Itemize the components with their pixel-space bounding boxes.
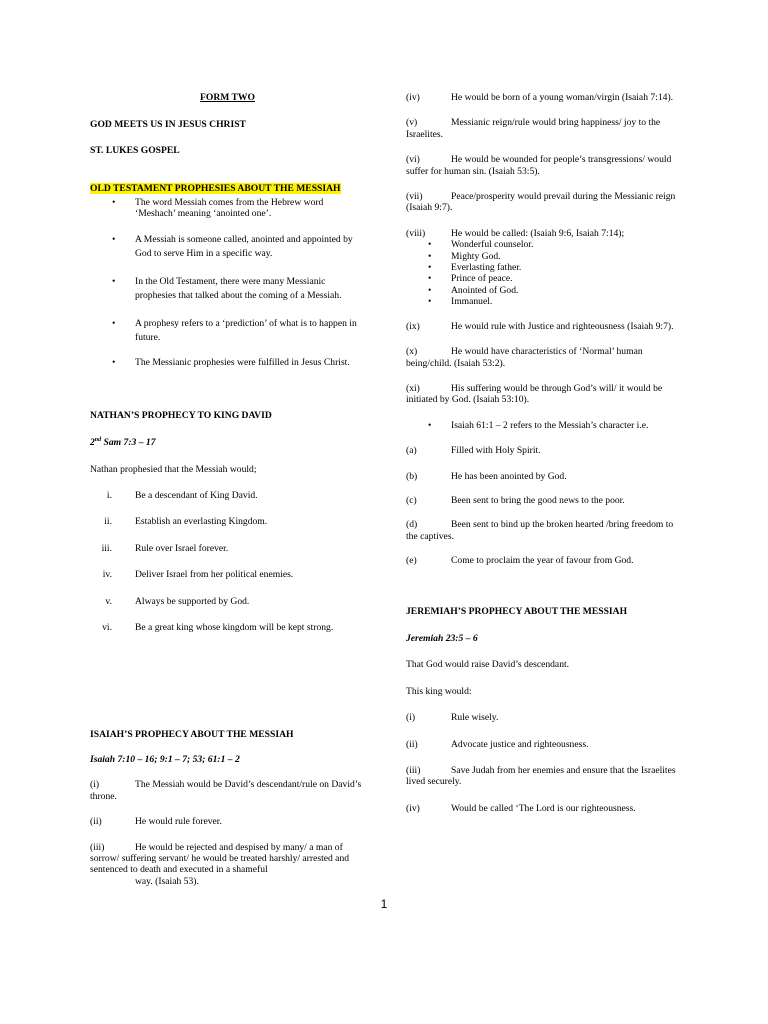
list-item: • Everlasting father. xyxy=(406,262,678,273)
list-item: • Isaiah 61:1 – 2 refers to the Messiah’s character i.e. xyxy=(406,420,678,431)
isaiah-item: (i) The Messiah would be David’s descendant/rule on David’s throne. xyxy=(90,779,362,802)
list-item: • Prince of peace. xyxy=(406,273,678,284)
jeremiah-intro: That God would raise David’s descendant. xyxy=(406,659,570,671)
isaiah-item: (ix) He would rule with Justice and righteousness (Isaiah 9:7). xyxy=(406,320,674,332)
left-column xyxy=(90,92,365,887)
jeremiah-intro: This king would: xyxy=(406,685,472,697)
jeremiah-item: (ii) Advocate justice and righteousness. xyxy=(406,738,589,750)
list-item: iv. Deliver Israel from her political enemies. xyxy=(102,569,294,581)
isaiah-item: (vi) He would be wounded for people’s transgressions/ would suffer for human sin. (Isaiah 53:5). xyxy=(406,154,672,177)
isaiah-item: (iv) He would be born of a young woman/virgin (Isaiah 7:14). xyxy=(406,92,674,103)
heading-st-lukes-gospel: ST. LUKES GOSPEL xyxy=(90,144,180,156)
isaiah61-item: (d) Been sent to bind up the broken hearted /bring freedom to the captives. xyxy=(406,519,674,542)
nathan-intro: Nathan prophesied that the Messiah would; xyxy=(90,463,257,475)
nathan-heading: NATHAN’S PROPHECY TO KING DAVID xyxy=(90,409,272,421)
list-item: iii. Rule over Israel forever. xyxy=(101,542,229,554)
form-title: FORM TWO xyxy=(200,92,255,103)
nathan-list xyxy=(90,490,365,633)
list-item: • The Messianic prophesies were fulfilled in Jesus Christ. xyxy=(90,357,365,368)
isaiah-item: (xi) His suffering would be through God’s will/ it would be initiated by God. (Isaiah 53:10). xyxy=(406,382,663,406)
isaiah-item: (v) Messianic reign/rule would bring happiness/ joy to the Israelites. xyxy=(406,117,661,140)
ot-bullet-list xyxy=(90,197,365,369)
isaiah-item: (ii) He would rule forever. xyxy=(90,816,222,828)
isaiah-item: (x) He would have characteristics of ‘Normal’ human being/child. (Isaiah 53:2). xyxy=(406,346,643,369)
list-item: • Immanuel. xyxy=(406,296,678,307)
list-item: vi. Be a great king whose kingdom will be kept strong. xyxy=(102,622,334,634)
isaiah61-item: (a) Filled with Holy Spirit. xyxy=(406,445,541,457)
heading-god-meets-us: GOD MEETS US IN JESUS CHRIST xyxy=(90,119,246,131)
jeremiah-item: (iii) Save Judah from her enemies and ensure that the Israelites lived securely. xyxy=(406,765,676,788)
nathan-reference: 2nd Sam 7:3 – 17 xyxy=(90,437,156,449)
isaiah-item-continuation: way. (Isaiah 53). xyxy=(135,875,199,887)
jeremiah-reference: Jeremiah 23:5 – 6 xyxy=(406,632,478,644)
isaiah-item: (iii) He would be rejected and despised by many/ a man of sorrow/ suffering servant/ he would be treated harshly/ arrested and sentenced to death and executed in a shameful xyxy=(90,841,350,876)
list-item: • Wonderful counselor. xyxy=(406,239,678,250)
ot-prophesies-heading: OLD TESTAMENT PROPHESIES ABOUT THE MESSIAH xyxy=(90,183,341,195)
list-item: • In the Old Testament, there were many Messianic prophesies that talked about the coming of a Messiah. xyxy=(90,275,365,303)
jeremiah-item: (iv) Would be called ‘The Lord is our righteousness. xyxy=(406,802,636,814)
isaiah61-bullet xyxy=(406,420,678,431)
messiah-names-list xyxy=(406,239,678,307)
list-item: • The word Messiah comes from the Hebrew word ‘Meshach’ meaning ‘anointed one’. xyxy=(90,197,365,220)
list-item: v. Always be supported by God. xyxy=(105,595,250,607)
list-item: ii. Establish an everlasting Kingdom. xyxy=(104,516,268,528)
jeremiah-heading: JEREMIAH’S PROPHECY ABOUT THE MESSIAH xyxy=(406,605,628,617)
list-item: i. Be a descendant of King David. xyxy=(106,490,258,502)
isaiah61-item: (c) Been sent to bring the good news to the poor. xyxy=(406,494,625,506)
isaiah-item-viii: (viii) He would be called: (Isaiah 9:6, Isaiah 7:14); xyxy=(406,227,625,239)
jeremiah-item: (i) Rule wisely. xyxy=(406,712,499,724)
right-column xyxy=(406,92,678,814)
isaiah-heading: ISAIAH’S PROPHECY ABOUT THE MESSIAH xyxy=(90,728,294,740)
list-item: • Mighty God. xyxy=(406,251,678,262)
isaiah-item: (vii) Peace/prosperity would prevail during the Messianic reign (Isaiah 9:7). xyxy=(406,191,676,214)
list-item: • A prophesy refers to a ‘prediction’ of what is to happen in future. xyxy=(90,317,365,345)
list-item: • Anointed of God. xyxy=(406,285,678,296)
isaiah61-item: (e) Come to proclaim the year of favour from God. xyxy=(406,555,634,567)
list-item: • A Messiah is someone called, anointed and appointed by God to serve Him in a specific way. xyxy=(90,233,365,261)
isaiah61-item: (b) He has been anointed by God. xyxy=(406,470,567,482)
page-number: 1 xyxy=(380,897,388,911)
isaiah-reference: Isaiah 7:10 – 16; 9:1 – 7; 53; 61:1 – 2 xyxy=(90,753,240,765)
